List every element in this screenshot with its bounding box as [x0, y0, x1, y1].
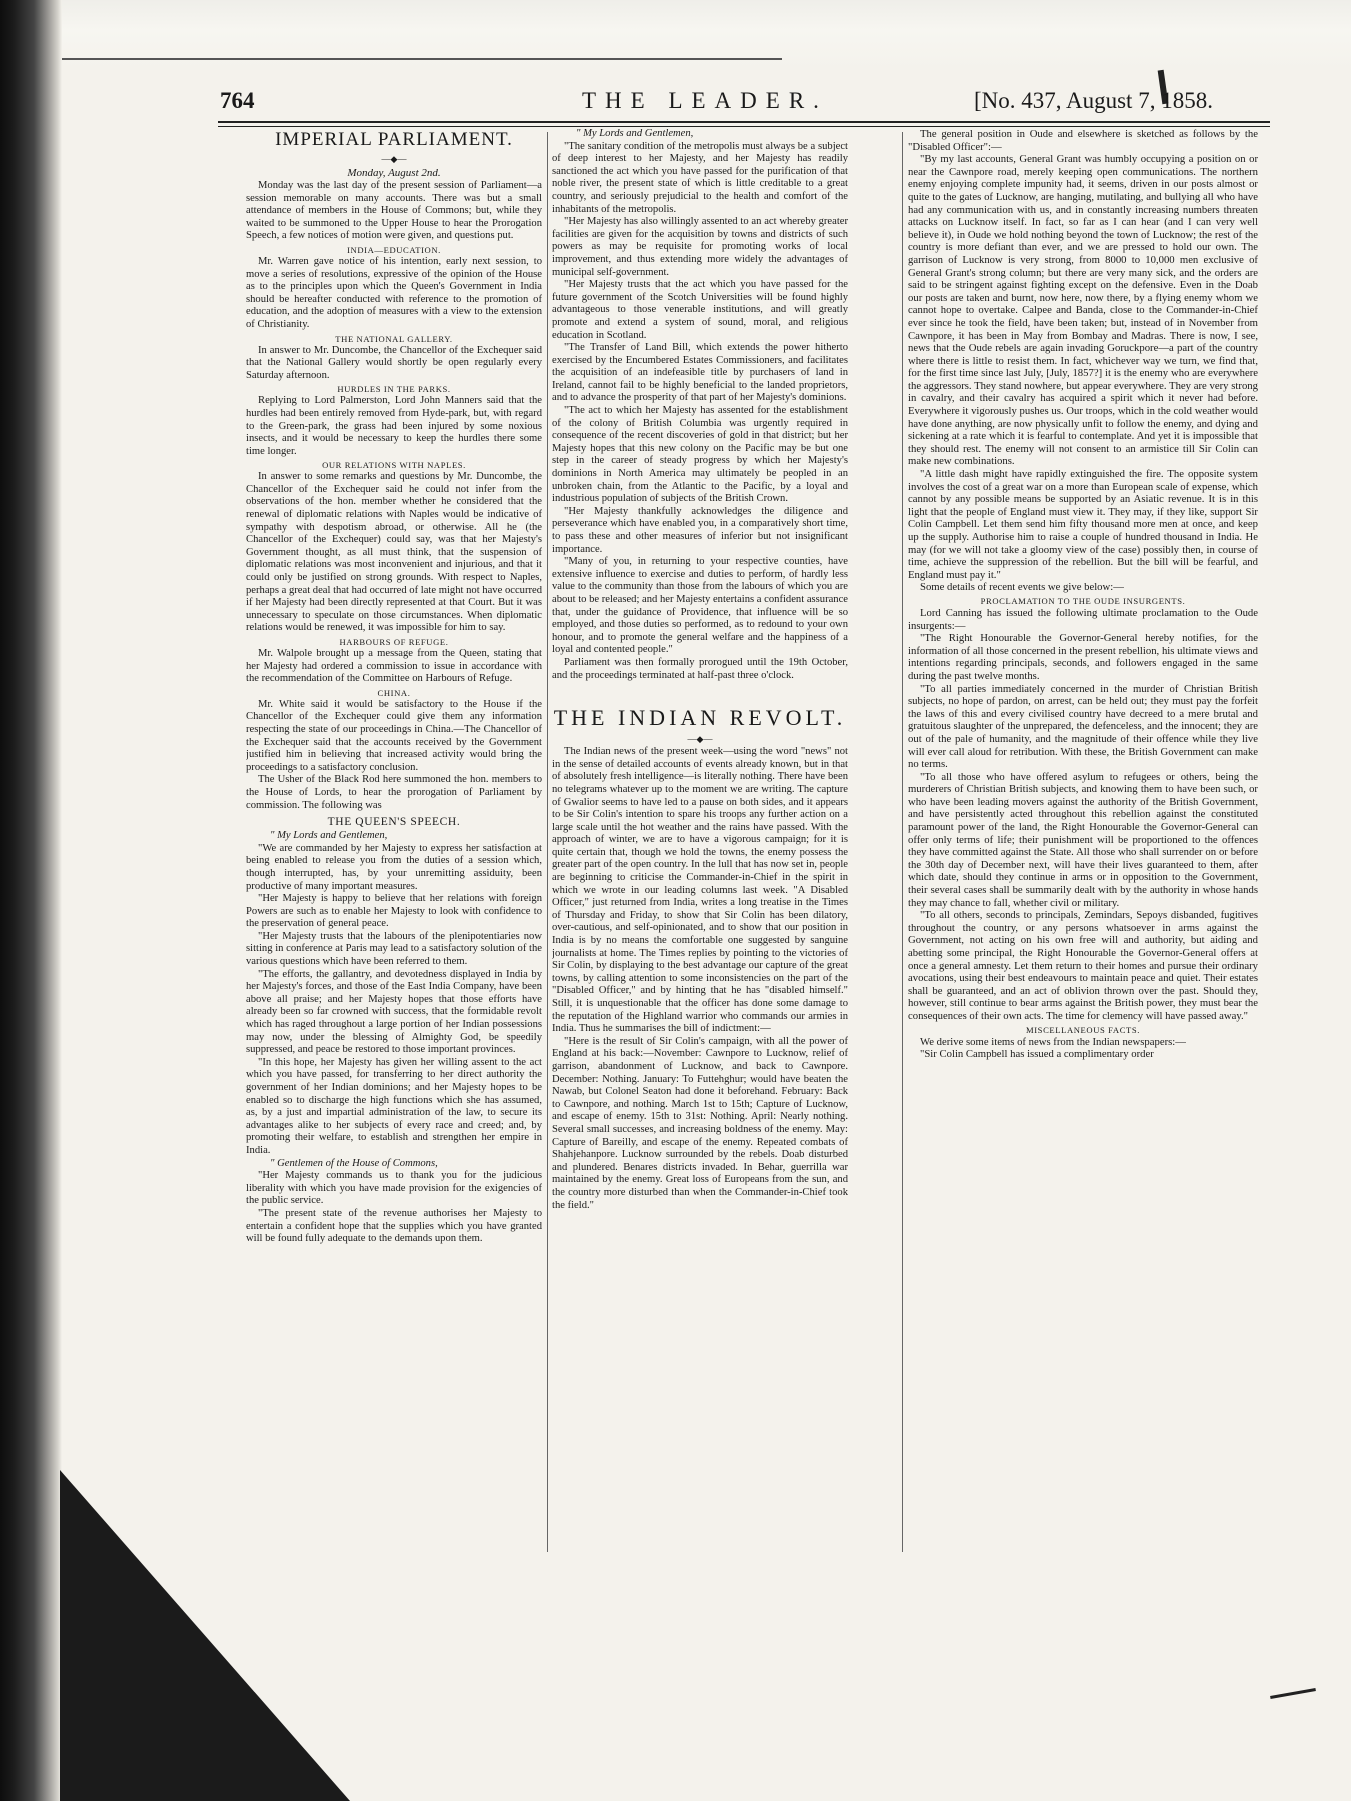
subheading: OUR RELATIONS WITH NAPLES. — [322, 460, 466, 471]
subheading: INDIA—EDUCATION. — [347, 244, 441, 255]
paragraph: Mr. Warren gave notice of his intention, early next session, to move a series of resolutions, expressive of the opinion of the House as to the principles upon which the Queen's Government in India should be hereafter conducted with reference to the promotion of education, and the adoption of measures with a view to the extension of Christianity. — [246, 255, 542, 330]
speech-paragraph: "In this hope, her Majesty has given her willing assent to the act which you have passed, for transferring to her direct authority the government of her Indian dominions; and her Majesty hopes to be enabled so to discharge the high functions which she has assumed, as, by a just and impartial administration of the law, to secure its advantages alike to her subjects of every race and creed; and, by promoting their welfare, to establish and strengthen her empire in India. — [246, 1056, 542, 1156]
speech-paragraph: "Her Majesty trusts that the labours of the plenipotentiaries now sitting in conference at Paris may lead to a satisfactory solution of the various questions which have been referred to them. — [246, 930, 542, 968]
column-2 — [552, 128, 848, 1558]
subheading: PROCLAMATION TO THE OUDE INSURGENTS. — [980, 595, 1186, 606]
revolt-paragraph: "Here is the result of Sir Colin's campaign, with all the power of England at his back:—November: Cawnpore to Lucknow, relief of garrison, abandonment of Lucknow, and back to Cawnpore. December: Nothing. January: To Futtehghur; would have beaten the Nawab, but Colonel Seaton had done it beforehand. February: Back to Cawnpore, and nothing. March 1st to 15th; Capture of Lucknow, and escape of enemy. 15th to 31st: Nothing. April: Nearly nothing. Several small successes, and increasing boldness of the enemy. May: Capture of Bareilly, and escape of the enemy. Repeated combats of Shahjehanpore. Lucknow surrounded by the rebels. Doab disturbed and plundered. Benares districts invaded. In Behar, guerrilla war maintained by the enemy. Great loss of Europeans from the sun, and the country more disturbed than when the Commander-in-Chief took the field." — [552, 1035, 848, 1211]
speech-paragraph: "The act to which her Majesty has assented for the establishment of the colony of British Columbia was urgently required in consequence of the recent discoveries of gold in that district; but her Majesty hopes that this new colony on the Pacific may be but one step in the career of steady progress by which her Majesty's dominions in North America may ultimately be peopled in an unbroken chain, from the Atlantic to the Pacific, by a loyal and industrious population of subjects of the British Crown. — [552, 405, 848, 505]
masthead-rule — [218, 121, 1270, 127]
speech-paragraph: "Many of you, in returning to your respective counties, have extensive influence to exercise and duties to perform, of hardly less value to the community than those from the labours of which you are about to be released; and her Majesty entertains a confident assurance that, under the guidance of Providence, that influence will be so employed, and those duties so performed, as to redound to your own honour, and to promote the general welfare and the happiness of a loyal and contented people." — [552, 556, 848, 656]
revolt-paragraph: "To all those who have offered asylum to refugees or others, being the murderers of Christian British subjects, and knowing them to have been such, or who have been leading movers against the authority of the British Government, and have persistently acted throughout this rebellion against the constituted paramount power of the land, the Right Honourable the Governor-General can offer only terms of life; their punishment will be proportioned to the offences they have committed against the State. All those who shall surrender on or before the 30th day of December next, will have their lives guaranteed to them, after which date, should they continue in arms or in opposition to the Government, their several cases shall be summarily dealt with by the authority in whose hands they may chance to fall, whether civil or military. — [908, 770, 1258, 909]
scan-left-edge — [0, 0, 62, 1801]
salutation: " Gentlemen of the House of Commons, — [270, 1157, 438, 1169]
subheading: CHINA. — [377, 687, 411, 698]
revolt-paragraph: "By my last accounts, General Grant was humbly occupying a position on or near the Cawnpore road, merely keeping open communications. The northern enemy enjoying complete impunity had, it seems, driven in our posts almost or quite to the gates of Lucknow, are hanging, mutilating, and bullying all who have had any communication with us, and in constantly increasing numbers threaten attacks on Lucknow itself. In fact, so far as I can hear (and I can very well believe it), in Oude we hold nothing beyond the town of Lucknow; the rest of the country is more defiant than ever, and we are pressed to hold our own. The garrison of Lucknow is very strong, from 8000 to 10,000 men exclusive of General Grant's strong column; but there are very many sick, and the orders are said to be stringent against fighting except on the defensive. Even in the Doab our posts are taken and burnt, now here, now there, by a flying enemy whom we cannot hope to overtake. Calpee and Banda, close to the Commander-in-Chief ever since he took the field, have been taken; but, instead of in November from Cawnpore, it has been in May from Bombay and Madras. There is now, I see, news that the Oude rebels are again invading Goruckpore—a part of the country where there is little to resist them. In fact, whichever way we turn, we find that, for the first time since last July, [July, 1857?] it is the enemy who are everywhere the aggressors. They stand nowhere, but appear everywhere. They are very strong in cavalry, and their cavalry has acquired a spirit which it never had before. Everywhere it vigorously pushes us. Our troops, which in the cold weather would have done anything, are now physically unfit to follow the enemy, and dying and sickening at a rate which it is fearful to contemplate. And yet it is impossible that they should rest. The enemy will not consent to an armistice till Sir Colin can make new combinations. — [908, 153, 1258, 468]
stray-ink-stroke — [1270, 1688, 1316, 1699]
issue-date: [No. 437, August 7, 1858. — [974, 88, 1213, 113]
subheading: MISCELLANEOUS FACTS. — [1025, 1024, 1141, 1035]
revolt-paragraph: The general position in Oude and elsewhere is sketched as follows by the "Disabled Officer":— — [908, 128, 1258, 153]
paragraph: In answer to Mr. Duncombe, the Chancellor of the Exchequer said that the National Gallery would shortly be open regularly every Saturday afternoon. — [246, 344, 542, 381]
speech-paragraph: "Her Majesty thankfully acknowledges the diligence and perseverance which have enabled you, in a comparatively short time, to pass these and other measures of inferior but not insignificant importance. — [552, 505, 848, 555]
revolt-paragraph: Some details of recent events we give below:— — [920, 581, 1124, 594]
paragraph: Mr. Walpole brought up a message from the Queen, stating that her Majesty had ordered a commission to issue in accordance with the recommendation of the Committee on Harbours of Refuge. — [246, 648, 542, 685]
speech-paragraph: "The Transfer of Land Bill, which extends the power hitherto exercised by the Encumbered Estates Commissioners, and facilitates the acquisition of an indefeasible title by purchasers of land in Ireland, cannot fail to be highly beneficial to the landed proprietors, and to advance the prosperity of that part of her Majesty's dominions. — [552, 342, 848, 404]
revolt-paragraph: We derive some items of news from the Indian newspapers:— — [920, 1035, 1186, 1048]
page-number: 764 — [220, 88, 255, 113]
salutation: " My Lords and Gentlemen, — [576, 128, 694, 139]
speech-paragraph: "Her Majesty has also willingly assented to an act whereby greater facilities are given for the acquisition by towns and districts of such powers as may be requisite for promoting works of local improvement, and thus extending more widely the advantages of municipal self-government. — [552, 216, 848, 278]
parliament-title: IMPERIAL PARLIAMENT. — [275, 129, 513, 150]
revolt-paragraph: Lord Canning has issued the following ultimate proclamation to the Oude insurgents:— — [908, 606, 1258, 632]
speech-title: THE QUEEN'S SPEECH. — [327, 816, 461, 829]
column-3 — [908, 128, 1258, 1558]
speech-paragraph: "The present state of the revenue authorises her Majesty to entertain a confident hope that the supplies which you have granted will be found fully adequate to the demands upon them. — [246, 1207, 542, 1245]
speech-paragraph: "We are commanded by her Majesty to express her satisfaction at being enabled to release you from the duties of a session which, though interrupted, has, by your unremitting assiduity, been productive of many important measures. — [246, 842, 542, 892]
subheading: HURDLES IN THE PARKS. — [337, 384, 451, 395]
scan-top-rule — [62, 58, 782, 60]
paragraph: Mr. White said it would be satisfactory to the House if the Chancellor of the Exchequer could give them any information respecting the state of our proceedings in China.—The Chancellor of the Exchequer said that the accounts received by the Government justified him in believing that increased activity would bring the proceedings to a satisfactory conclusion. — [246, 698, 542, 773]
speech-closing: Parliament was then formally prorogued until the 19th October, and the proceedings terminated at half-past three o'clock. — [552, 656, 848, 681]
column-divider — [902, 132, 903, 1552]
revolt-paragraph: "To all parties immediately concerned in the murder of Christian British subjects, no hope of pardon, on arrest, can be held out; they must pay the forfeit the laws of this and every civilised country have decreed to a mere brutal and gratuitous slaughter of the unprepared, the defenceless, and the innocent; they are out of the pale of humanity, and the magnitude of their offence while they live will ever call aloud for retribution. With these, the British Government can make no terms. — [908, 682, 1258, 771]
paragraph: In answer to some remarks and questions by Mr. Duncombe, the Chancellor of the Exchequer said he could not infer from the observations of the hon. member whether he considered that the renewal of diplomatic relations with Naples would be indicative of sympathy with despotism abroad, or otherwise. All he (the Chancellor of the Exchequer) could say, was that her Majesty's Government thought, as all must think, that the suspension of diplomatic relations was most inconvenient and injurious, and that it could only be justified on strong grounds. With respect to Naples, perhaps a great deal that had occurred of late might not have occurred if her Majesty had been directly represented at that Court. But it was unnecessary to speculate on those circumstances. When diplomatic relations would be renewed, it was impossible for him to say. — [246, 471, 542, 634]
revolt-paragraph: "To all others, seconds to principals, Zemindars, Sepoys disbanded, fugitives throughout the country, or any persons whatsoever in arms against the Government, not acting on his own free will and authority, but aiding and abetting some principal, the Right Honourable the Governor-General offers at once a general amnesty. Let them return to their homes and pursue their ordinary avocations, using their best endeavours to maintain peace and quiet. Their estates shall be guaranteed, and an act of oblivion thrown over the past. Should they, however, still continue to bear arms against the British power, they must bear the consequences of their own acts. The time for clemency will have passed away." — [908, 909, 1258, 1022]
revolt-paragraph: "The Right Honourable the Governor-General hereby notifies, for the information of all those concerned in the present rebellion, his ultimate views and intentions regarding principals, seconds, and followers engaged in the same during the past twelve months. — [908, 632, 1258, 682]
revolt-paragraph: The Indian news of the present week—using the word "news" not in the sense of detailed accounts of events already known, but in that of absolutely fresh intelligence—is literally nothing. There have been no telegrams whatever up to the moment we are writing. The capture of Gwalior seems to have led to a pause on both sides, and it appears to be Sir Colin's intention to spare his troops any further action on a large scale until the hot weather and the rains have passed. With the approach of winter, we are to have a vigorous campaign; for it is quite certain that, though we hold the towns, the enemy possess the greater part of the open country. In the lull that has now set in, people are beginning to criticise the Commander-in-Chief in the spirit in which we wrote in our leading columns last week. "A Disabled Officer," just returned from India, writes a long treatise in the Times of Thursday and Friday, to show that Sir Colin has been dilatory, over-cautious, and self-opinionated, and to show that our position in India is by no means the comfortable one suggested by sanguine journalists at home. The Times replies by pointing to the victories of Sir Colin, by displaying to the best advantage our capture of the great towns, by calling attention to some inconsistencies on the part of the "Disabled Officer," and by hinting that he has "disabled himself." Still, it is unquestionable that the officer has done some damage to the reputation of the Highland warrior who commands our armies in India. Thus he summarises the bill of indictment:— — [552, 746, 848, 1035]
column-1 — [246, 128, 542, 1558]
subheading: HARBOURS OF REFUGE. — [339, 637, 449, 647]
ornament-divider: —◆— — [687, 734, 713, 745]
parliament-intro: Monday was the last day of the present session of Parliament—a session memorable on many accounts. There was but a small attendance of members in the House of Commons; but, while they waited to be summoned to the Upper House to hear the Prorogation Speech, a few notices of motion were given, and questions put. — [246, 180, 542, 242]
revolt-paragraph: "Sir Colin Campbell has issued a complimentary order — [920, 1048, 1154, 1061]
revolt-title: THE INDIAN REVOLT. — [553, 705, 847, 731]
salutation: " My Lords and Gentlemen, — [270, 830, 388, 842]
parliament-dateline: Monday, August 2nd. — [347, 167, 441, 179]
speech-paragraph: "Her Majesty commands us to thank you for the judicious liberality with which you have made provision for the exigencies of the public service. — [246, 1170, 542, 1207]
masthead — [102, 88, 1274, 122]
column-divider — [547, 132, 548, 1552]
subheading: THE NATIONAL GALLERY. — [335, 333, 453, 344]
paper-title: THE LEADER. — [582, 88, 828, 113]
speech-paragraph: "Her Majesty is happy to believe that her relations with foreign Powers are such as to enable her Majesty to look with confidence to the preservation of general peace. — [246, 893, 542, 930]
speech-paragraph: "The efforts, the gallantry, and devotedness displayed in India by her Majesty's forces, and those of the East India Company, have been above all praise; and her Majesty hopes that those efforts have already been so far crowned with success, that the formidable revolt which has raged throughout a large portion of her Indian possessions may now, under the blessing of Almighty God, be speedily suppressed, and peace be restored to those important provinces. — [246, 968, 542, 1056]
speech-paragraph: "Her Majesty trusts that the act which you have passed for the future government of the Scotch Universities will be found highly advantageous to those venerable institutions, and will greatly promote and extend a system of sound, moral, and religious education in Scotland. — [552, 279, 848, 341]
paragraph: Replying to Lord Palmerston, Lord John Manners said that the hurdles had been entirely removed from Hyde-park, but, with regard to the Green-park, the grass had been injured by some noxious insects, and it would be necessary to keep the hurdles there some time longer. — [246, 395, 542, 457]
speech-paragraph: "The sanitary condition of the metropolis must always be a subject of deep interest to her Majesty, and her Majesty has readily sanctioned the act which you have passed for the purification of that noble river, the present state of which is little creditable to a great country, and seriously prejudicial to the health and comfort of the inhabitants of the metropolis. — [552, 140, 848, 215]
revolt-paragraph: "A little dash might have rapidly extinguished the fire. The opposite system involves the cost of a great war on a more than European scale of expense, which cannot by any possible means be supported by an Asiatic revenue. It is in this light that the people of England must view it. They may, if they like, support Sir Colin Campbell. Let them send him fifty thousand more men at once, and keep up the supply. Authorise him to raise a couple of hundred thousand in India. He may (for we will not take a gloomy view of the case) possibly then, in course of time, achieve the suppression of the rebellion. But the bill will be fearful, and England must pay it." — [908, 468, 1258, 581]
ornament-divider: —◆— — [381, 154, 407, 164]
paragraph: The Usher of the Black Rod here summoned the hon. members to the House of Lords, to hear the prorogation of Parliament by commission. The following was — [246, 774, 542, 811]
